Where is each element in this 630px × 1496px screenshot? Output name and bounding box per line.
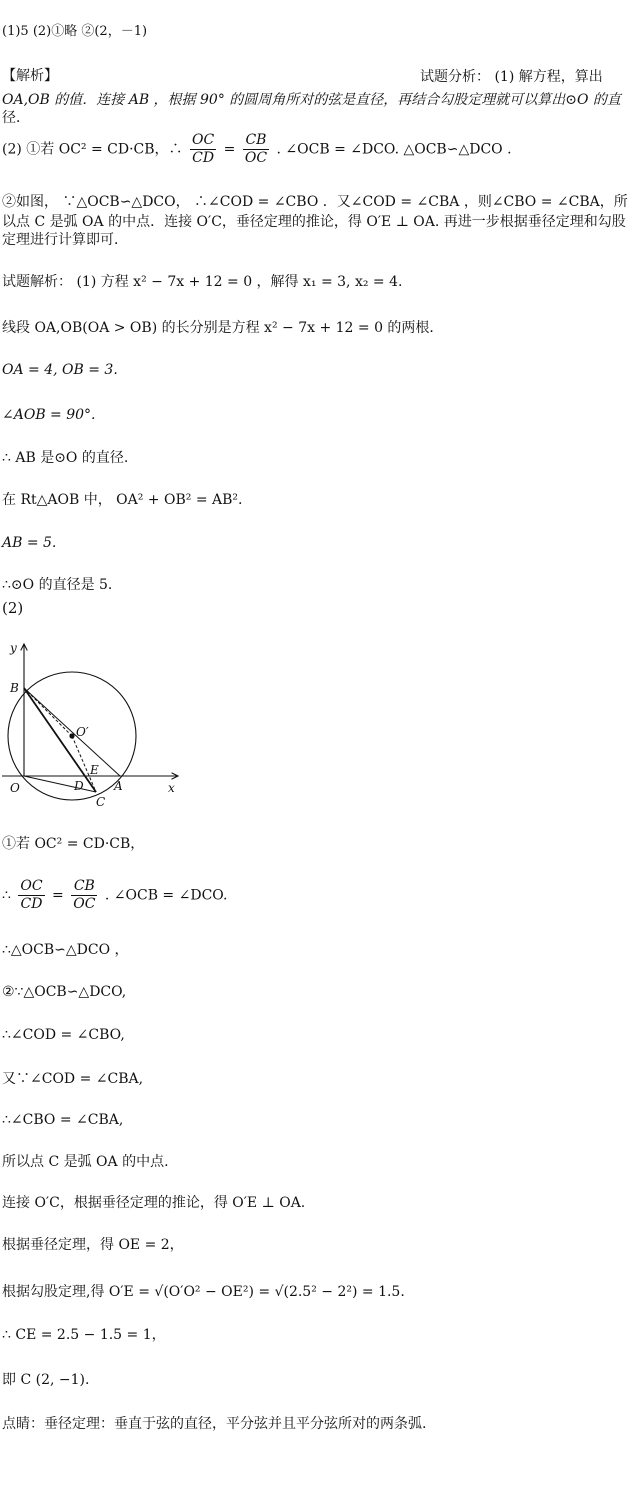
analysis-heading: 【解析】 <box>2 68 58 84</box>
label-o: O <box>10 781 20 795</box>
note: 点睛：垂径定理：垂直于弦的直径，平分弦并且平分弦所对的两条弧. <box>2 1416 427 1432</box>
label-d: D <box>74 779 84 793</box>
fraction-numerator: CB <box>243 132 269 150</box>
chord-ab <box>24 688 120 776</box>
fraction-denominator: OC <box>244 150 268 166</box>
step-1: ①若 OC² = CD·CB， <box>2 836 145 852</box>
step-6: 又∵∠COD = ∠CBA, <box>2 1071 144 1087</box>
label-b: B <box>10 681 19 695</box>
step-2-therefore: ∴ <box>2 887 11 904</box>
analysis-part3-line-3: 定理进行计算即可． <box>2 232 128 248</box>
step-3: ∴△OCB∽△DCO ， <box>2 942 129 958</box>
solution-line-1: 试题解析： (1) 方程 x² − 7x + 12 = 0 ，解得 x₁ = 3, x₂ = 4. <box>2 274 403 290</box>
step-2 <box>2 878 227 913</box>
fraction-denominator: CD <box>192 150 215 166</box>
analysis-intro-right: 试题分析： (1) 解方程，算出 <box>420 69 603 85</box>
step-2-text: . ∠OCB = ∠DCO. <box>104 887 228 904</box>
step-2-fraction-2 <box>71 878 97 913</box>
step-2-fraction-1 <box>18 878 44 913</box>
center-point <box>69 733 74 738</box>
fraction-denominator: CD <box>20 896 43 912</box>
step-10: 根据垂径定理，得 OE = 2， <box>2 1237 184 1253</box>
analysis-fraction-1 <box>190 132 216 167</box>
solution-line-3: OA = 4, OB = 3. <box>2 362 118 378</box>
solution-line-2: 线段 OA,OB(OA > OB) 的长分别是方程 x² − 7x + 12 = 0 的两根． <box>2 320 444 336</box>
solution-line-4: ∠AOB = 90°. <box>2 407 96 423</box>
dashed-bo-prime <box>24 688 72 736</box>
step-2-eq: = <box>52 887 64 904</box>
geometry-figure <box>0 640 190 810</box>
analysis-line-2: 径． <box>2 110 30 126</box>
analysis-part2-text-a: (2) ①若 OC² = CD·CB，∴ <box>2 141 183 158</box>
solution-line-6: 在 Rt△AOB 中， OA² + OB² = AB². <box>2 492 243 508</box>
label-o-prime: O′ <box>76 725 89 739</box>
solution-line-8: ∴⊙O 的直径是 5. <box>2 577 113 593</box>
label-x: x <box>168 781 175 795</box>
analysis-part2 <box>2 132 512 167</box>
step-11: 根据勾股定理,得 O′E = √(O′O² − OE²) = √(2.5² − 2²) = 1.5. <box>2 1284 405 1300</box>
part2-label: (2) <box>2 599 24 617</box>
analysis-part2-text-b: . ∠OCB = ∠DCO. △OCB∽△DCO . <box>276 141 512 158</box>
label-c: C <box>96 795 106 809</box>
step-5: ∴∠COD = ∠CBO, <box>2 1027 125 1043</box>
step-4: ②∵△OCB∽△DCO, <box>2 984 127 1000</box>
fraction-numerator: CB <box>71 878 97 896</box>
analysis-part3-line-2: 以点 C 是弧 OA 的中点．连接 O′C，垂径定理的推论，得 O′E ⊥ OA. 再进一步根据垂径定理和勾股 <box>2 214 626 230</box>
solution-line-7: AB = 5. <box>2 535 57 551</box>
fraction-numerator: OC <box>20 878 43 894</box>
solution-line-5: ∴ AB 是⊙O 的直径. <box>2 450 129 466</box>
label-y: y <box>10 641 17 655</box>
analysis-fraction-2 <box>243 132 269 167</box>
step-9: 连接 O′C，根据垂径定理的推论，得 O′E ⊥ OA. <box>2 1195 306 1211</box>
step-7: ∴∠CBO = ∠CBA, <box>2 1112 124 1128</box>
label-e: E <box>90 763 99 777</box>
fraction-denominator: OC <box>73 896 96 912</box>
step-8: 所以点 C 是弧 OA 的中点. <box>2 1154 169 1170</box>
step-12: ∴ CE = 2.5 − 1.5 = 1， <box>2 1327 166 1343</box>
answer-line: (1)5 (2)①略 ②(2，－1) <box>2 24 148 39</box>
analysis-part3-line-1: ②如图， ∵△OCB∽△DCO， ∴∠COD = ∠CBO ．又∠COD = ∠CBA ，则∠CBO = ∠CBA，所 <box>2 194 628 210</box>
analysis-line-1: OA,OB 的值．连接 AB ，根据 90° 的圆周角所对的弦是直径，再结合勾股定理就可以算出⊙O 的直 <box>2 92 621 108</box>
analysis-part2-eq: = <box>223 141 236 158</box>
segment-oc <box>24 776 96 792</box>
step-13: 即 C (2, −1). <box>2 1372 90 1388</box>
fraction-numerator: OC <box>192 132 215 148</box>
label-a: A <box>114 779 123 793</box>
